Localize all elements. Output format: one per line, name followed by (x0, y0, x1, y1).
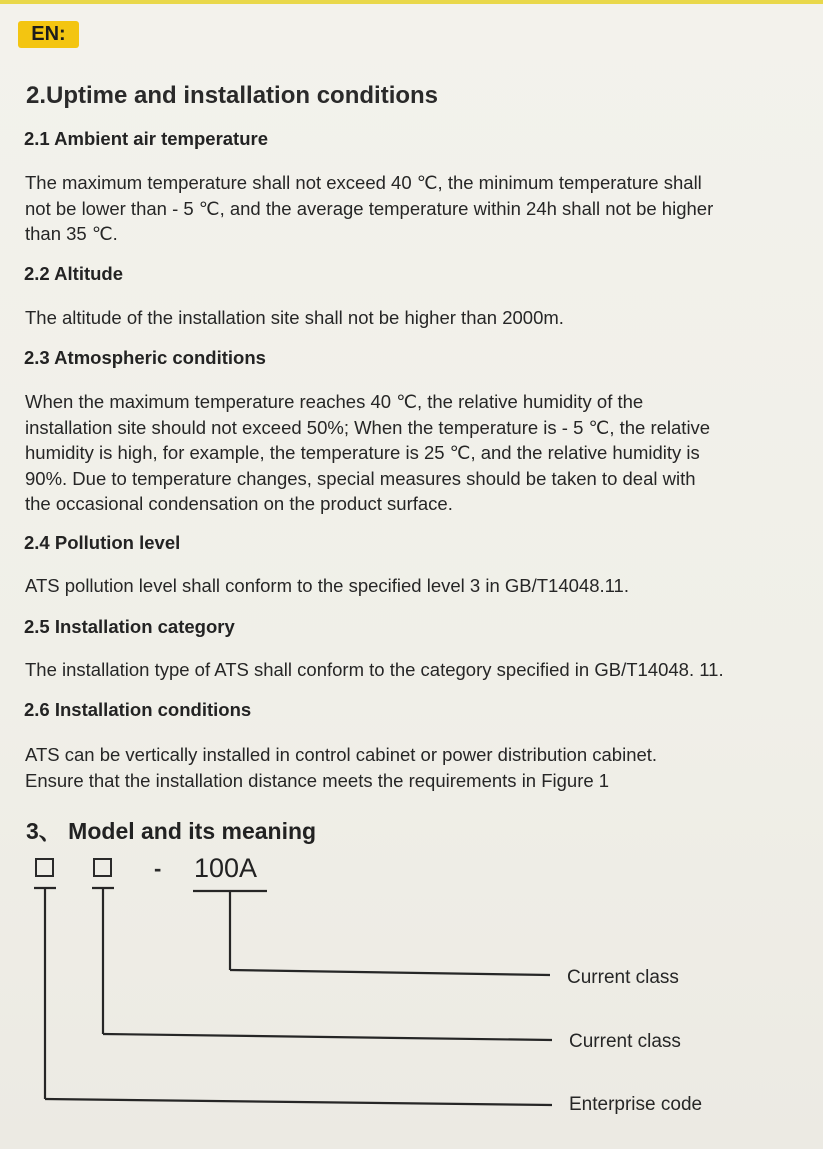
body-line: Ensure that the installation distance meets the requirements in Figure 1 (25, 769, 610, 791)
body-line: When the maximum temperature reaches 40 ℃, the relative humidity of the (25, 391, 644, 412)
section-2-title: 2.Uptime and installation conditions (26, 82, 439, 109)
label-current-class-2: Current class (569, 1031, 681, 1052)
body-line: the occasional condensation on the product surface. (25, 493, 453, 514)
rating-leader-horizontal (230, 970, 550, 975)
body-line: humidity is high, for example, the temperature is 25 ℃, and the relative humidity is (25, 442, 700, 463)
body-line: than 35 ℃. (25, 223, 118, 244)
section-3-title: 3、 Model and its meaning (26, 818, 317, 844)
box2-leader-horizontal (103, 1034, 552, 1040)
language-badge: EN: (18, 21, 79, 48)
subsection-2-5-heading: 2.5 Installation category (24, 616, 235, 637)
body-line: The installation type of ATS shall conform to the category specified in GB/T14048. 11. (25, 659, 724, 680)
box1-leader-horizontal (45, 1099, 552, 1105)
body-line: not be lower than - 5 ℃, and the average temperature within 24h shall not be higher (25, 197, 714, 219)
subsection-2-1-heading: 2.1 Ambient air temperature (24, 128, 269, 149)
body-line: The altitude of the installation site shall not be higher than 2000m. (25, 307, 564, 328)
subsection-2-4-heading: 2.4 Pollution level (24, 532, 181, 553)
body-line: The maximum temperature shall not exceed 40 ℃, the minimum temperature shall (25, 172, 702, 193)
body-line: installation site should not exceed 50%; When the temperature is - 5 ℃, the relative (25, 416, 711, 438)
body-line: ATS pollution level shall conform to the specified level 3 in GB/T14048.11. (25, 575, 629, 596)
label-enterprise-code: Enterprise code (569, 1094, 703, 1115)
body-line: 90%. Due to temperature changes, special measures should be taken to deal with (25, 467, 696, 489)
label-current-class-1: Current class (567, 967, 679, 988)
subsection-2-2-heading: 2.2 Altitude (24, 263, 124, 284)
model-code-separator: - (154, 856, 162, 881)
subsection-2-3-heading: 2.3 Atmospheric conditions (24, 347, 266, 368)
body-line: ATS can be vertically installed in control cabinet or power distribution cabinet. (25, 744, 658, 765)
model-code-rating: 100A (194, 853, 258, 883)
subsection-2-6-heading: 2.6 Installation conditions (24, 699, 252, 720)
